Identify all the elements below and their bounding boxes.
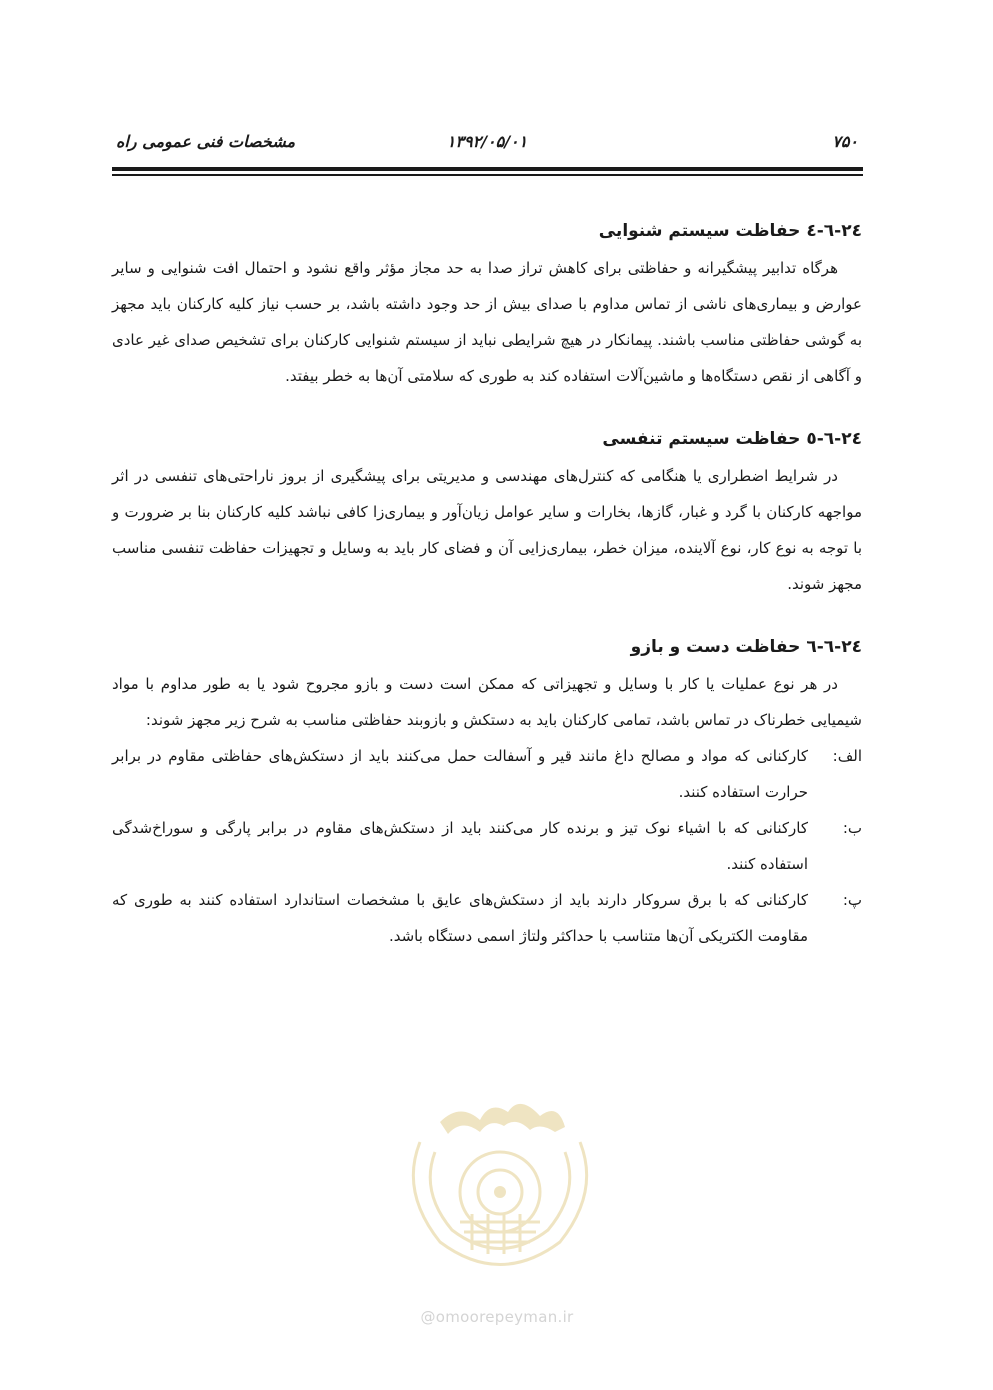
header-rule-thick (112, 167, 863, 171)
page-header (112, 128, 862, 158)
list-item-text: کارکنانی که با برق سروکار دارند باید از دستکش‌های عایق با مشخصات استاندارد استفاده کنند به طوری که مقاومت الکتریکی آن‌ها متناسب با حداکثر ولتاژ اسمی دستگاه باشد. (112, 891, 808, 945)
section-heading-hearing: ۲٤-٦-٤ حفاظت سیستم شنوایی (598, 221, 862, 241)
list-marker: پ: (842, 891, 862, 909)
section-paragraph-respiratory: در شرایط اضطراری یا هنگامی که کنترل‌های مهندسی و مدیریتی برای پیشگیری از بروز ناراحتی‌های تنفسی در اثر مواجهه کارکنان با گرد و غبار، گازها، بخارات و سایر عوامل زیان‌آور و بیماری‌زا کافی نباشد کلیه کارکنان بنا بر ضرورت و با توجه به نوع کار، نوع آلاینده، میزان خطر، بیماری‌زایی آن و فضای کار باید به وسایل و تجهیزات حفاظت تنفسی مناسب مجهز شوند. (112, 467, 862, 593)
list-item-text: کارکنانی که با اشیاء نوک تیز و برنده کار می‌کنند باید از دستکش‌های مقاوم در برابر پارگی و سوراخ‌شدگی استفاده کنند. (112, 819, 808, 873)
book-title: مشخصات فنی عمومی راه (116, 132, 296, 151)
header-rule-thin (112, 174, 863, 176)
list-item (112, 882, 862, 954)
list-item (112, 738, 862, 810)
list-marker: ب: (842, 819, 862, 837)
list-item-text: کارکنانی که مواد و مصالح داغ مانند قیر و آسفالت حمل می‌کنند باید از دستکش‌های حفاظتی مقاوم در برابر حرارت استفاده کنند. (112, 747, 808, 801)
watermark-text: @omoorepeyman.ir (420, 1308, 574, 1326)
page-number: ۷۵۰ (832, 132, 858, 151)
page-content (112, 212, 862, 954)
section-paragraph-hand-arm: در هر نوع عملیات یا کار با وسایل و تجهیزاتی که ممکن است دست و بازو مجروح شود یا به طور مداوم با مواد شیمیایی خطرناک در تماس باشد، تمامی کارکنان باید به دستکش و بازوبند حفاظتی مناسب به شرح زیر مجهز شوند: (112, 675, 862, 729)
section-heading-hand-arm: ۲٤-٦-٦ حفاظت دست و بازو (630, 637, 862, 657)
header-date: ۱۳۹۲/۰۵/۰۱ (446, 132, 528, 151)
watermark-seal-icon (380, 1082, 620, 1282)
section-heading-respiratory: ۲٤-٦-٥ حفاظت سیستم تنفسی (602, 429, 862, 449)
list-marker: الف: (832, 747, 862, 765)
list-item (112, 810, 862, 882)
section-paragraph-hearing: هرگاه تدابیر پیشگیرانه و حفاظتی برای کاهش تراز صدا به حد مجاز مؤثر واقع نشود و احتمال افت شنوایی و سایر عوارض و بیماری‌های ناشی از تماس مداوم با صدای بیش از حد وجود داشته باشد، بر حسب نیاز کلیه کارکنان باید مجهز به گوشی حفاظتی مناسب باشند. پیمانکار در هیچ شرایطی نباید از سیستم شنوایی کارکنان برای تشخیص صدای غیر عادی و آگاهی از نقص دستگاه‌ها و ماشین‌آلات استفاده کند به طوری که سلامتی آن‌ها به خطر بیفتد. (112, 259, 862, 385)
